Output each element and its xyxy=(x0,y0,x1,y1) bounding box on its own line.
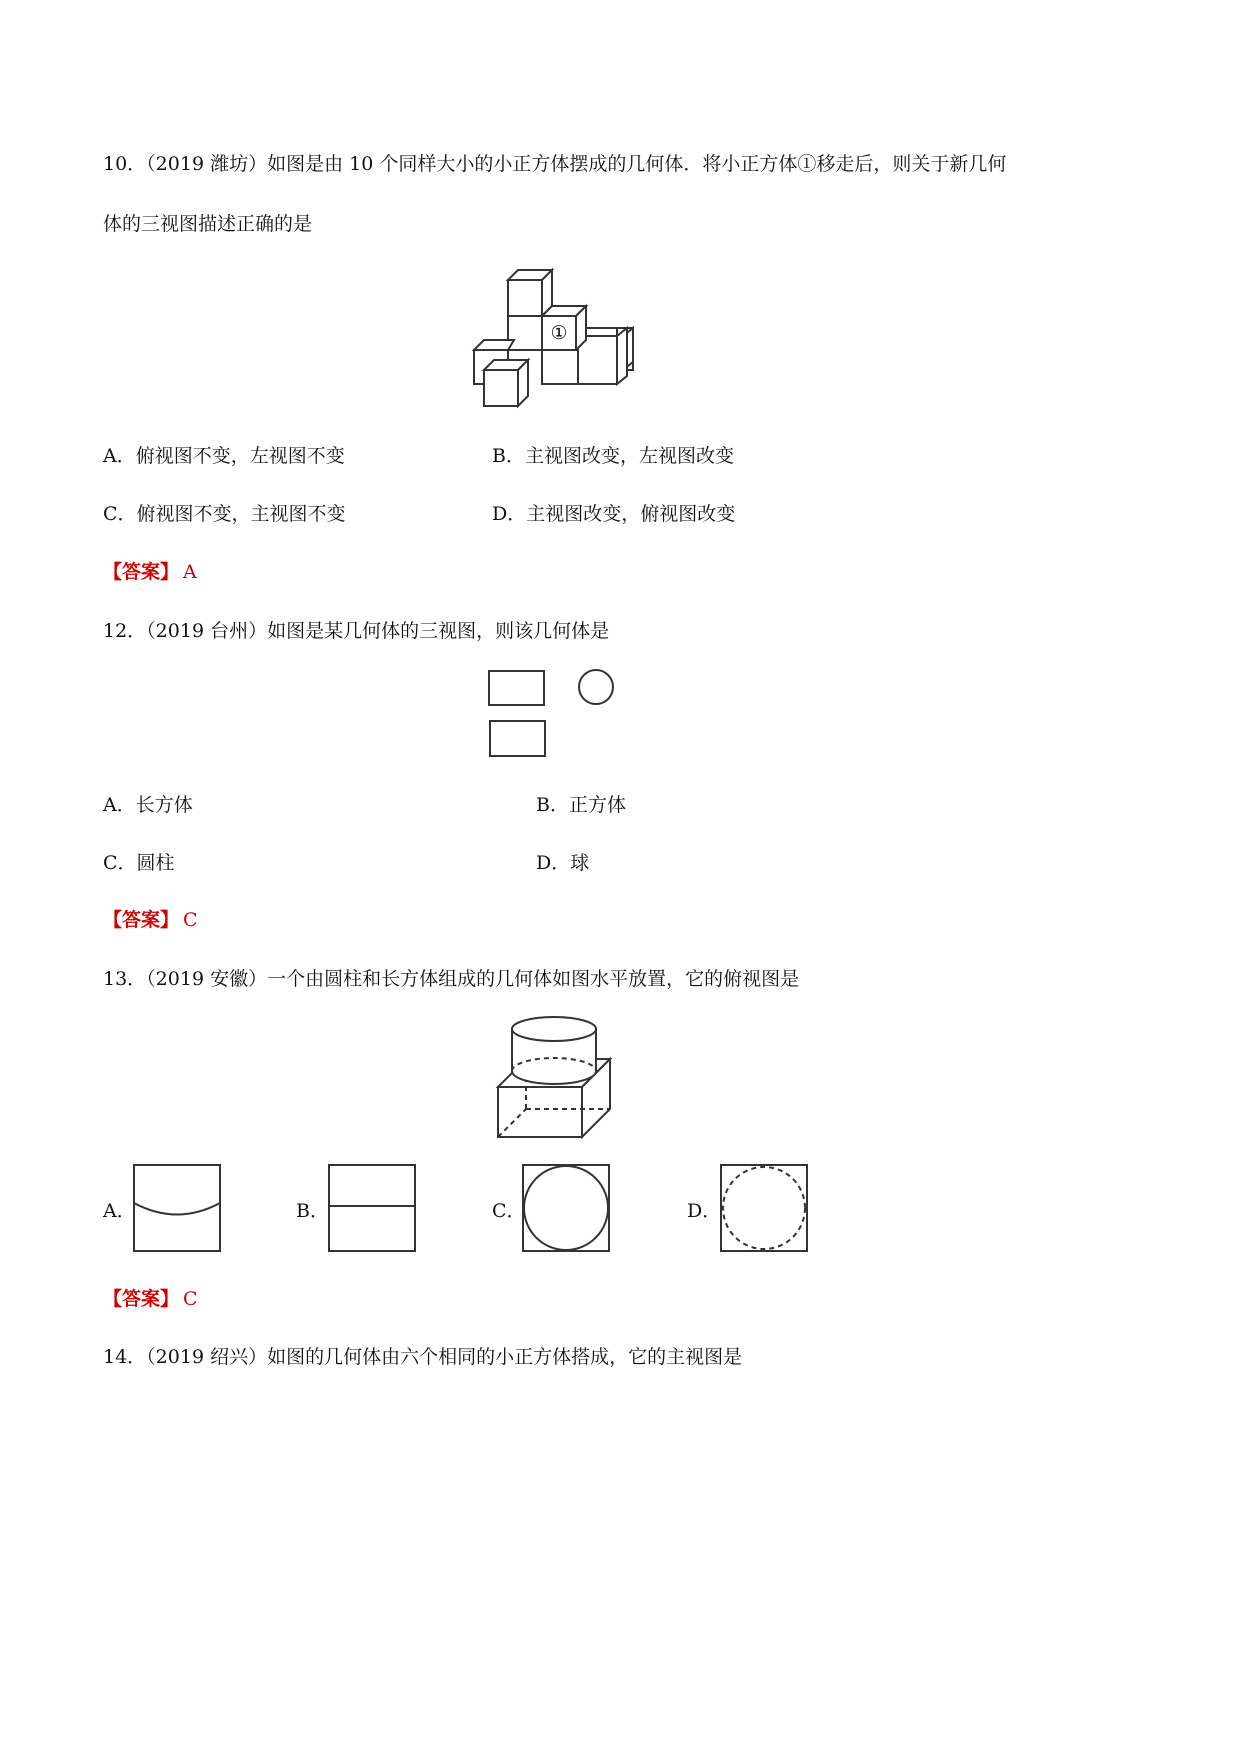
three-view-figure xyxy=(487,668,622,763)
q13-option-c-diagram xyxy=(522,1164,610,1252)
q10-option-c: C．俯视图不变，主视图不变 xyxy=(103,503,346,525)
answer-value: A xyxy=(183,561,197,583)
cube-one-label: ① xyxy=(550,322,568,344)
q12-option-a: A．长方体 xyxy=(103,794,193,816)
question-13-text: 13．（2019 安徽）一个由圆柱和长方体组成的几何体如图水平放置，它的俯视图是 xyxy=(103,968,800,990)
q13-option-d-diagram xyxy=(720,1164,808,1252)
q13-option-b-label: B． xyxy=(296,1200,329,1222)
answer-value: C xyxy=(183,1288,198,1310)
q10-option-a: A．俯视图不变，左视图不变 xyxy=(103,445,345,467)
q10-option-b: B．主视图改变，左视图改变 xyxy=(492,445,734,467)
q13-option-c-label: C． xyxy=(492,1200,526,1222)
question-12-text: 12．（2019 台州）如图是某几何体的三视图，则该几何体是 xyxy=(103,620,610,642)
q12-option-c: C．圆柱 xyxy=(103,852,175,874)
q10-answer xyxy=(103,560,197,584)
q13-option-a-diagram xyxy=(133,1164,221,1252)
answer-value: C xyxy=(183,909,198,931)
q13-option-d-label: D． xyxy=(687,1200,722,1222)
q10-option-d: D．主视图改变，俯视图改变 xyxy=(492,503,736,525)
question-14-text: 14．（2019 绍兴）如图的几何体由六个相同的小正方体搭成，它的主视图是 xyxy=(103,1346,743,1368)
cube-stack-figure xyxy=(470,266,645,411)
q12-option-d: D．球 xyxy=(536,852,590,874)
question-10-text-line2: 体的三视图描述正确的是 xyxy=(103,213,313,235)
question-10-text-line1: 10．（2019 潍坊）如图是由 10 个同样大小的小正方体摆成的几何体．将小正方体①移走后，则关于新几何 xyxy=(103,153,1007,175)
q12-answer xyxy=(103,908,198,932)
cylinder-box-figure xyxy=(494,1015,614,1140)
q12-option-b: B．正方体 xyxy=(536,794,626,816)
answer-label: 【答案】 xyxy=(103,1288,180,1310)
q13-option-b-diagram xyxy=(328,1164,416,1252)
answer-label: 【答案】 xyxy=(103,909,180,931)
q13-answer xyxy=(103,1287,198,1311)
q13-option-a-label: A． xyxy=(103,1200,136,1222)
answer-label: 【答案】 xyxy=(103,561,180,583)
